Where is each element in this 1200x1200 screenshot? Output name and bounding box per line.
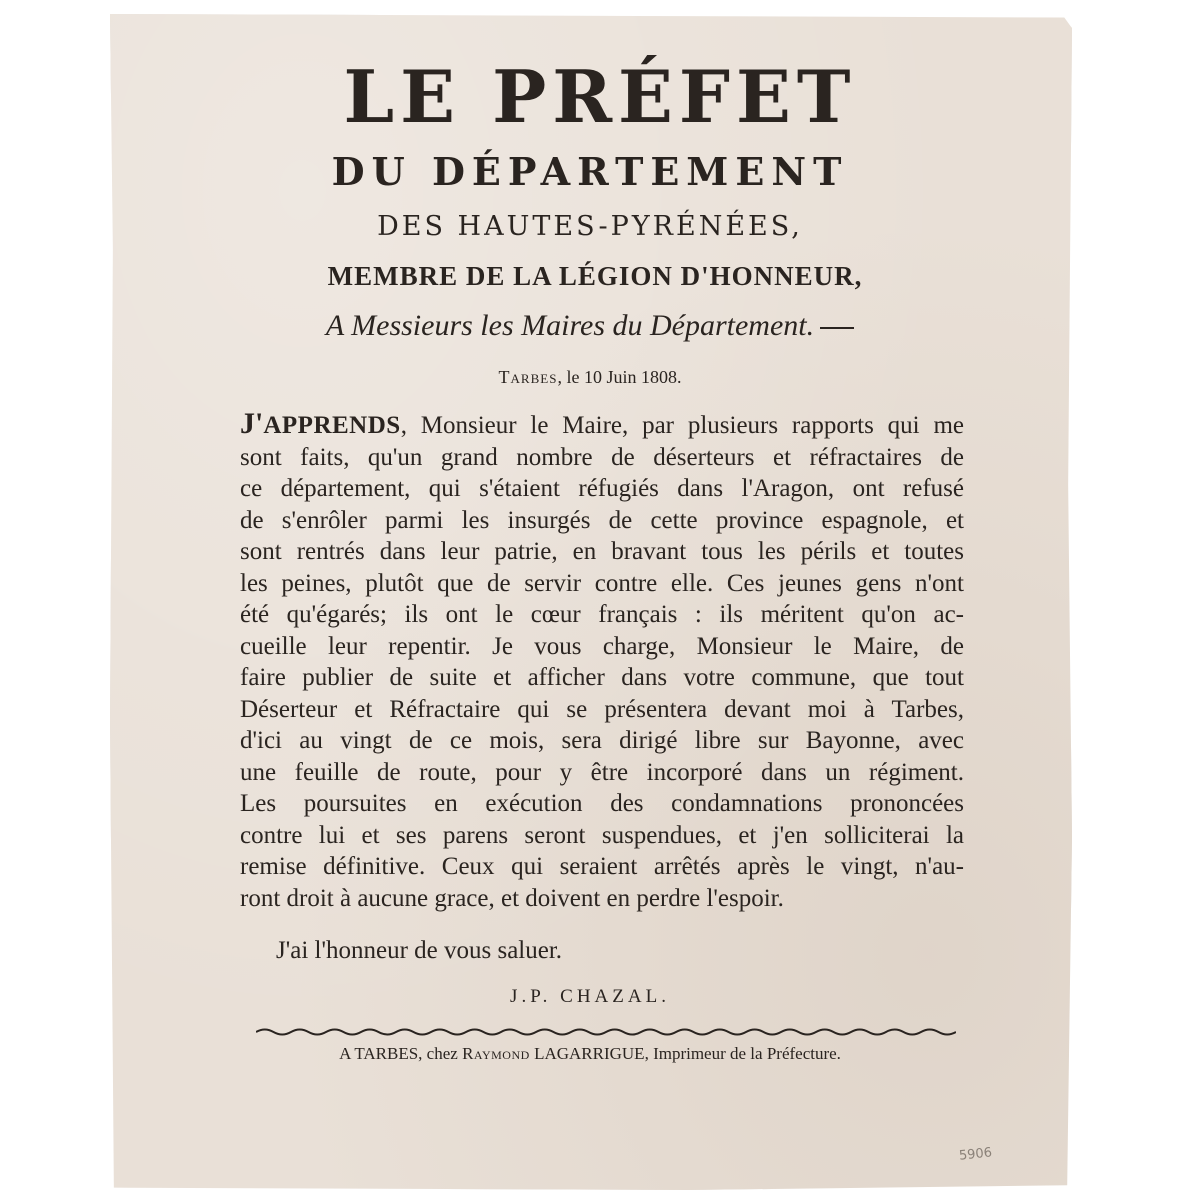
lead-word: APPRENDS [263,412,401,439]
flourish-icon [820,327,854,329]
letter-line: Déserteur et Réfractaire qui se présentera devant moi à Tarbes, [240,695,964,723]
letter-line: les peines, plutôt que de servir contre elle. Ces jeunes gens n'ont [240,569,964,597]
letter-line: Les poursuites en exécution des condamnations prononcées [240,790,964,817]
letter-line: de s'enrôler parmi les insurgés de cette province espagnole, et [240,506,964,534]
letter-line: sont rentrés dans leur patrie, en bravant tous les périls et toutes [240,538,964,565]
letter-line: faire publier de suite et afficher dans votre commune, que tout [240,664,964,691]
printer-imprint [0,1043,1180,1065]
letter-line [240,408,964,442]
imprint-printer-last: LAGARRIGUE [529,1044,645,1063]
heading-hautes-pyrenees: DES HAUTES-PYRÉNÉES, [377,211,803,242]
imprint-suffix: , Imprimeur de la Préfecture. [644,1044,841,1063]
handwritten-address [0,306,1180,346]
dateline-place: Tarbes [498,367,558,387]
letter-line: contre lui et ses parens seront suspendues, et j'en solliciterai la [240,821,964,849]
letter-line: ce département, qui s'étaient réfugiés dans l'Aragon, ont refusé [240,475,964,502]
closing-salutation: J'ai l'honneur de vous saluer. [276,937,563,964]
imprint-prefix: A TARBES, chez [339,1044,463,1063]
letter-line: une feuille de route, pour y être incorporé dans un régiment. [240,758,964,786]
heading-departement: DU DÉPARTEMENT [331,149,849,194]
letter-line: remise définitive. Ceux qui seraient arrêtés après le vingt, n'au- [240,853,964,880]
letter-line: d'ici au vingt de ce mois, sera dirigé libre sur Bayonne, avec [240,727,964,754]
heading-prefet: LE PRÉFET [343,54,857,139]
heading-legion-honneur: MEMBRE DE LA LÉGION D'HONNEUR, [327,261,863,291]
wavy-rule-line [256,1030,956,1035]
pencil-inventory-number: 5906 [958,1145,993,1164]
letter-line: ront droit à aucune grace, et doivent en perdre l'espoir. [240,884,784,912]
letter-line-text: , Monsieur le Maire, par plusieurs rapports qui me [400,412,964,439]
dateline-date: , le 10 Juin 1808. [557,367,682,387]
letter-line: sont faits, qu'un grand nombre de déserteurs et réfractaires de [240,443,964,471]
dateline [0,365,1180,389]
letter-line: été qu'égarés; ils ont le cœur français : ils méritent qu'on ac- [240,601,964,628]
wavy-rule [256,1026,956,1038]
imprint-printer-first: Raymond [462,1044,530,1063]
address-text: A Messieurs les Maires du Département. [325,309,815,342]
lead-initial: J' [240,407,264,440]
signature: J.P. CHAZAL. [510,986,670,1007]
letter-body [240,408,964,914]
letter-line: cueille leur repentir. Je vous charge, Monsieur le Maire, de [240,632,964,660]
